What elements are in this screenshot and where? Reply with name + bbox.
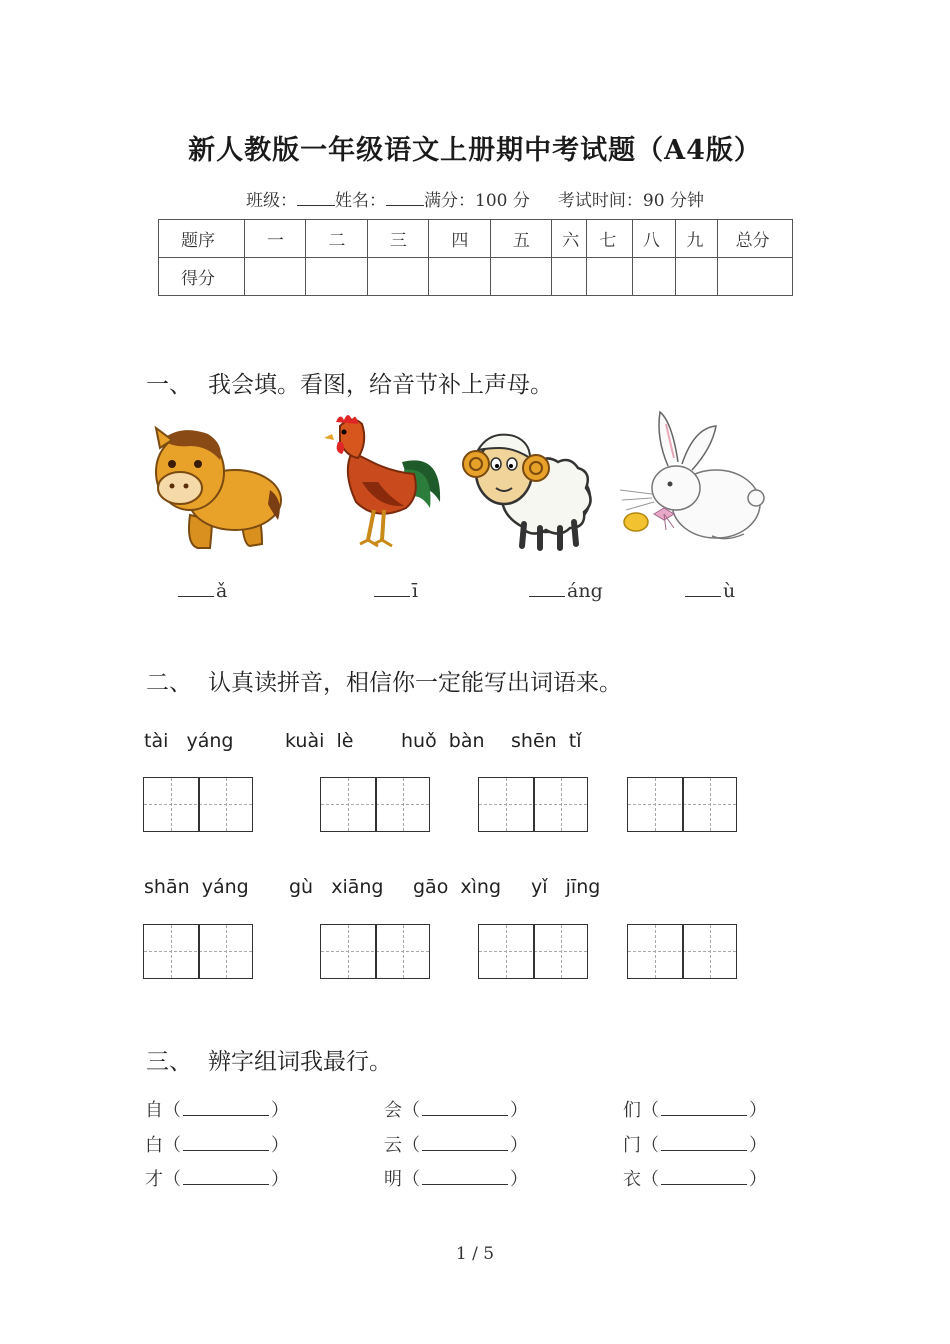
section-number: 三、: [146, 1049, 192, 1075]
close-paren: ）: [271, 1100, 289, 1121]
answer-blank[interactable]: [422, 1172, 508, 1185]
answer-blank[interactable]: [661, 1172, 747, 1185]
pinyin-label: gāo xìng: [413, 876, 502, 898]
section-3-heading: [146, 1043, 392, 1076]
writing-grid[interactable]: [627, 924, 737, 979]
score-cell[interactable]: [632, 258, 675, 296]
close-paren: ）: [271, 1169, 289, 1190]
score-cell[interactable]: [676, 258, 717, 296]
answer-blank[interactable]: [183, 1103, 269, 1116]
pinyin-final: ī: [412, 580, 419, 602]
pinyin-label: tài yáng: [144, 730, 234, 752]
close-paren: ）: [510, 1100, 528, 1121]
answer-blank-4[interactable]: [685, 580, 735, 602]
score-cell[interactable]: [367, 258, 428, 296]
exam-time: 考试时间：90 分钟: [557, 191, 704, 211]
word-char: 门: [623, 1135, 641, 1156]
section-text: 我会填。看图，给音节补上声母。: [208, 372, 553, 398]
close-paren: ）: [749, 1135, 767, 1156]
word-char: 自: [145, 1100, 163, 1121]
horse-icon: [150, 420, 286, 552]
open-paren: （: [641, 1135, 659, 1156]
close-paren: ）: [271, 1135, 289, 1156]
rabbit-icon: [616, 408, 766, 548]
answer-blank[interactable]: [183, 1138, 269, 1151]
writing-grid[interactable]: [143, 777, 253, 832]
open-paren: （: [163, 1100, 181, 1121]
table-cell: 二: [306, 220, 367, 258]
writing-grid[interactable]: [320, 924, 430, 979]
word-char: 会: [384, 1100, 402, 1121]
score-cell[interactable]: [306, 258, 367, 296]
open-paren: （: [641, 1169, 659, 1190]
score-table: [158, 219, 793, 296]
open-paren: （: [402, 1100, 420, 1121]
writing-grid[interactable]: [627, 777, 737, 832]
answer-blank[interactable]: [661, 1103, 747, 1116]
writing-grid[interactable]: [320, 777, 430, 832]
writing-grid[interactable]: [143, 924, 253, 979]
exam-info: [0, 186, 950, 211]
section-text: 认真读拼音，相信你一定能写出词语来。: [208, 670, 622, 696]
close-paren: ）: [510, 1135, 528, 1156]
page-title: 新人教版一年级语文上册期中考试题（A4版）: [188, 135, 762, 166]
close-paren: ）: [749, 1169, 767, 1190]
score-cell[interactable]: [552, 258, 587, 296]
pinyin-label: huǒ bàn: [401, 730, 485, 752]
table-cell: 八: [632, 220, 675, 258]
score-cell[interactable]: [587, 258, 633, 296]
table-cell: 题序: [159, 220, 245, 258]
table-cell: 六: [552, 220, 587, 258]
table-cell: 五: [490, 220, 551, 258]
answer-blank[interactable]: [183, 1172, 269, 1185]
pinyin-label: yǐ jīng: [531, 876, 601, 898]
pinyin-label: shān yáng: [144, 876, 249, 898]
word-item: [384, 1131, 528, 1157]
writing-grid[interactable]: [478, 777, 588, 832]
score-table-header-row: [159, 220, 793, 258]
class-blank[interactable]: [297, 191, 335, 206]
open-paren: （: [402, 1135, 420, 1156]
open-paren: （: [163, 1169, 181, 1190]
section-1-heading: [146, 366, 553, 399]
answer-blank-3[interactable]: [529, 580, 603, 602]
word-char: 才: [145, 1169, 163, 1190]
pinyin-label: gù xiāng: [289, 876, 384, 898]
word-char: 云: [384, 1135, 402, 1156]
section-number: 二、: [146, 670, 192, 696]
table-cell: 九: [676, 220, 717, 258]
pinyin-final: áng: [567, 580, 603, 602]
score-cell[interactable]: [429, 258, 490, 296]
pinyin-label: kuài lè: [285, 730, 354, 752]
score-cell[interactable]: [717, 258, 792, 296]
name-label: 姓名：: [335, 191, 387, 211]
pinyin-final: ù: [723, 580, 736, 602]
open-paren: （: [402, 1169, 420, 1190]
table-cell: 三: [367, 220, 428, 258]
rooster-icon: [322, 412, 444, 554]
word-char: 衣: [623, 1169, 641, 1190]
page-number: 1 / 5: [455, 1244, 495, 1264]
word-item: [384, 1165, 528, 1191]
score-cell[interactable]: [490, 258, 551, 296]
open-paren: （: [163, 1135, 181, 1156]
word-char: 明: [384, 1169, 402, 1190]
table-cell: 总分: [717, 220, 792, 258]
pinyin-label: shēn tǐ: [511, 730, 582, 752]
table-cell: 四: [429, 220, 490, 258]
open-paren: （: [641, 1100, 659, 1121]
sheep-icon: [460, 428, 596, 554]
close-paren: ）: [749, 1100, 767, 1121]
answer-blank[interactable]: [661, 1138, 747, 1151]
table-cell: 得分: [159, 258, 245, 296]
full-score: 满分：100 分: [424, 191, 530, 211]
score-cell[interactable]: [244, 258, 305, 296]
answer-blank-2[interactable]: [374, 580, 418, 602]
word-item: [145, 1131, 289, 1157]
answer-blank-1[interactable]: [178, 580, 227, 602]
answer-blank[interactable]: [422, 1103, 508, 1116]
word-item: [145, 1096, 289, 1122]
word-item: [145, 1165, 289, 1191]
answer-blank[interactable]: [422, 1138, 508, 1151]
name-blank[interactable]: [386, 191, 424, 206]
score-table-score-row: [159, 258, 793, 296]
table-cell: 七: [587, 220, 633, 258]
word-item: [623, 1096, 767, 1122]
section-number: 一、: [146, 372, 192, 398]
pinyin-final: ǎ: [216, 580, 228, 602]
close-paren: ）: [510, 1169, 528, 1190]
word-item: [384, 1096, 528, 1122]
class-label: 班级：: [246, 191, 298, 211]
word-item: [623, 1165, 767, 1191]
section-text: 辨字组词我最行。: [208, 1049, 392, 1075]
table-cell: 一: [244, 220, 305, 258]
word-char: 白: [145, 1135, 163, 1156]
writing-grid[interactable]: [478, 924, 588, 979]
word-char: 们: [623, 1100, 641, 1121]
section-2-heading: [146, 664, 622, 697]
word-item: [623, 1131, 767, 1157]
